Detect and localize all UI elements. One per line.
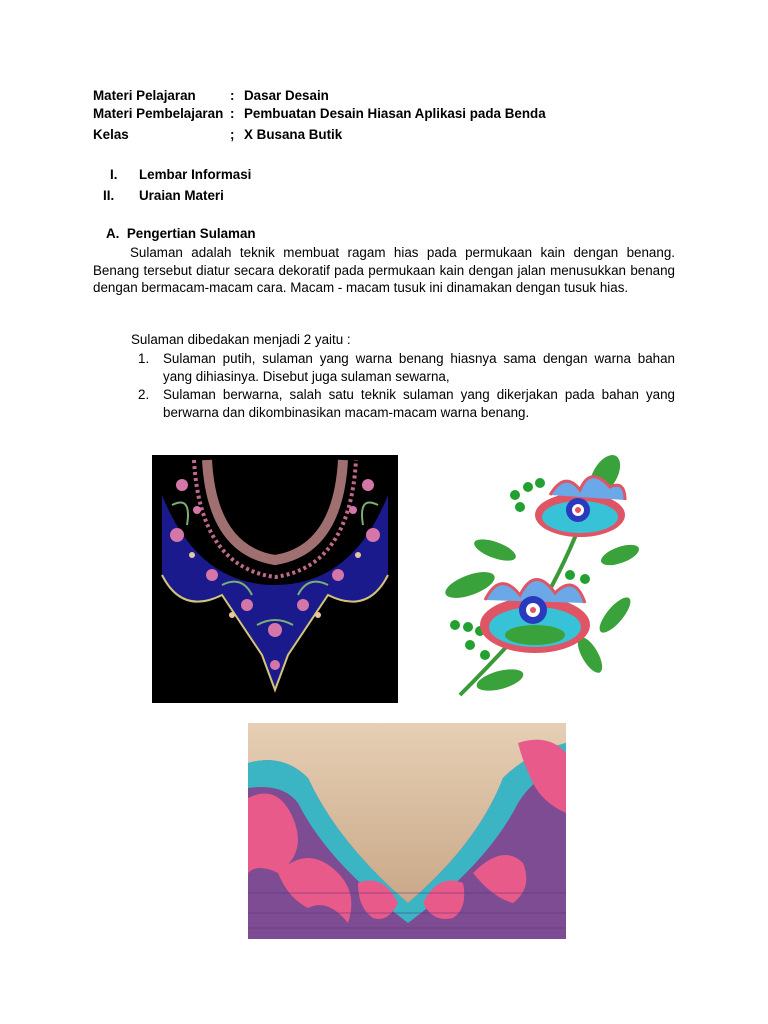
- section-heading-2: II.: [103, 188, 115, 203]
- list-item: 1. Sulaman putih, sulaman yang warna benang hiasnya sama dengan warna bahan yang dihiasinya. Disebut juga sulaman sewarna,: [138, 351, 675, 384]
- section-title-2: Uraian Materi: [139, 188, 224, 203]
- types-intro: Sulaman dibedakan menjadi 2 yaitu :: [131, 332, 351, 347]
- section-heading-1: I.: [110, 167, 118, 182]
- section-title-1: Lembar Informasi: [139, 167, 252, 182]
- meta-learning-material: Materi Pembelajaran : Pembuatan Desain Hiasan Aplikasi pada Benda: [93, 106, 546, 121]
- meta-class: Kelas ; X Busana Butik: [93, 127, 343, 142]
- definition-paragraph: Sulaman adalah teknik membuat ragam hias pada permukaan kain dengan benang. Benang tersebut diatur secara dekoratif pada permukaan kain dengan jalan menusukkan benang dengan bermacam-macam cara. Macam - macam tusuk ini dinamakan dengan tusuk hias.: [93, 245, 675, 296]
- applique-neckline-photo: [248, 723, 566, 939]
- meta-subject: Materi Pelajaran : Dasar Desain: [93, 88, 329, 103]
- subsection-heading: A. Pengertian Sulaman: [106, 226, 256, 241]
- list-item: 2. Sulaman berwarna, salah satu teknik sulaman yang dikerjakan pada bahan yang berwarna dan dikombinasikan macam-macam warna benang.: [138, 387, 675, 420]
- neckline-embroidery-image: [152, 455, 398, 703]
- flower-embroidery-image: [440, 455, 650, 705]
